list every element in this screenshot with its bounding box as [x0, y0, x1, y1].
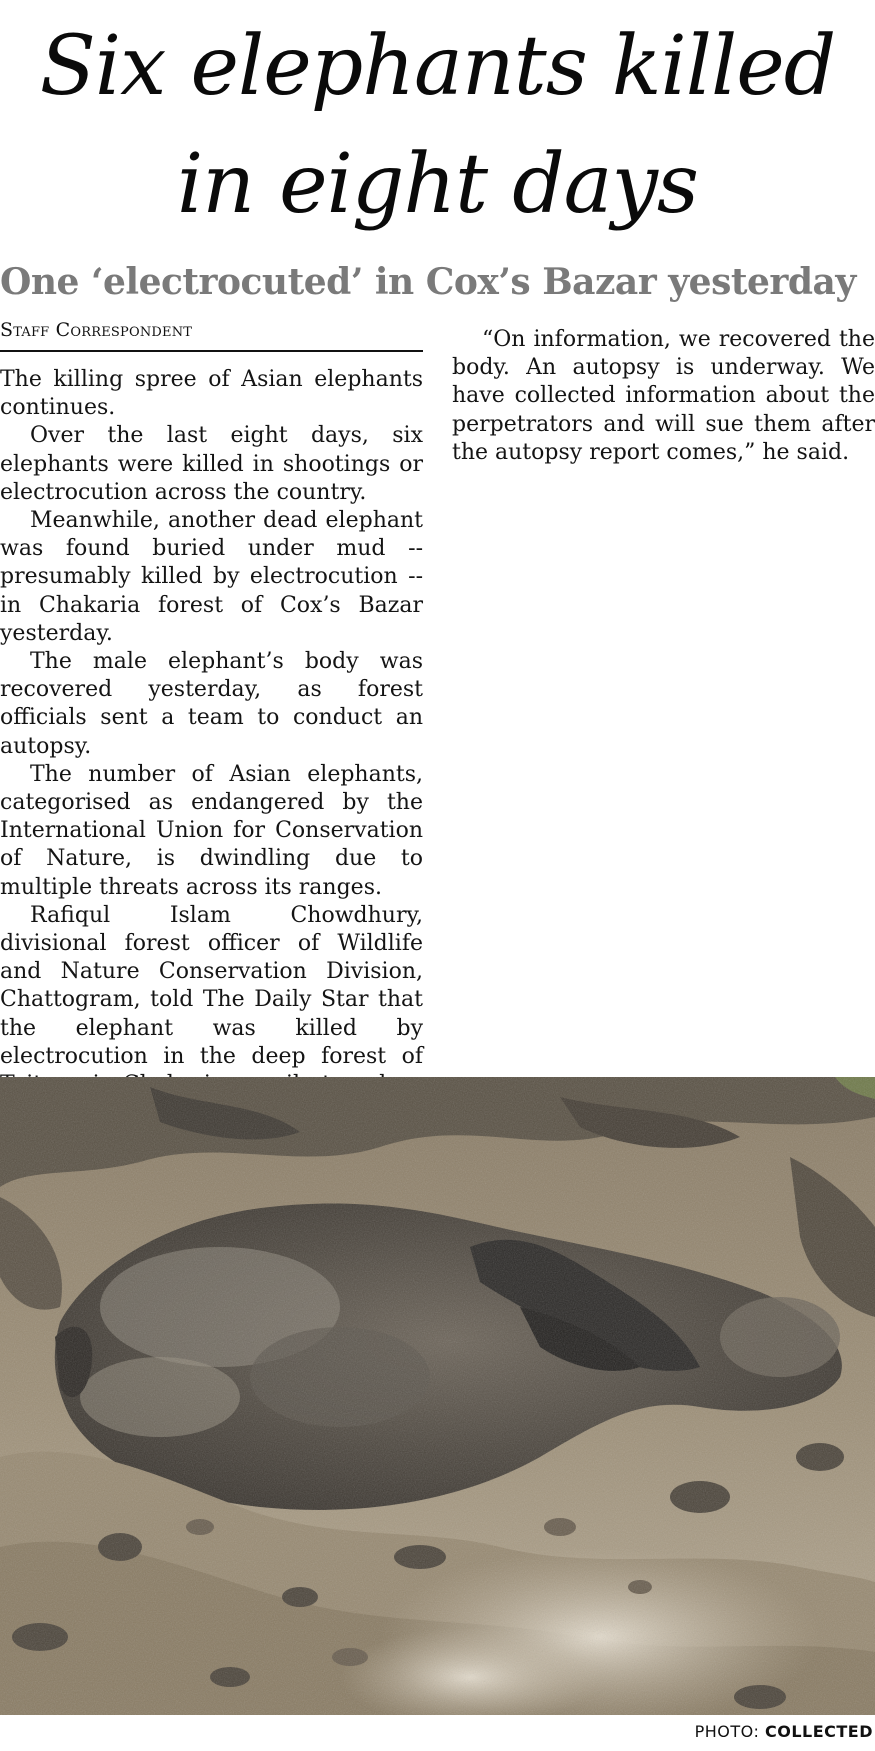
article-paragraph: The male elephant’s body was recovered yesterday, as forest officials sent a team to conduct an autopsy.: [0, 649, 423, 759]
article-column-right: [452, 326, 875, 467]
headline-line-1: Six elephants killed: [39, 19, 836, 114]
article-paragraph: Meanwhile, another dead elephant was found buried under mud -- presumably killed by electrocution -- in Chakaria forest of Cox’s Bazar yesterday.: [0, 508, 423, 646]
article-paragraph: Rafiqul Islam Chowdhury, divisional forest officer of Wildlife and Nature Conservation Division, Chattogram, told The Daily Star that the elephant was killed by electrocution in the deep forest of: [0, 902, 423, 1069]
article-column-left: [0, 366, 423, 1127]
headline-line-2: in eight days: [177, 137, 698, 232]
article-paragraph: The killing spree of Asian elephants continues.: [0, 367, 423, 421]
article-paragraph: Over the last eight days, six elephants were killed in shootings or electrocution across the country.: [0, 423, 423, 505]
subheadline: One ‘electrocuted’ in Cox’s Bazar yesterday: [0, 261, 856, 303]
photo-credit-source: COLLECTED: [764, 1722, 873, 1741]
headline: [0, 8, 875, 244]
photo-illustration: [0, 1077, 875, 1715]
photo-credit-label: PHOTO:: [694, 1722, 760, 1741]
article-paragraph: “On information, we recovered the body. An autopsy is underway. We have collected information about the perpetrators and will sue them after the autopsy report comes,” he said.: [452, 327, 875, 465]
article-paragraph: The number of Asian elephants, categorised as endangered by the International Union for Conservation of Nature, is dwindling due to multiple threats across its ranges.: [0, 761, 423, 900]
byline: Staff Correspondent: [0, 318, 423, 352]
photo-dead-elephant-in-mud: [0, 1077, 875, 1715]
photo-credit: [695, 1722, 873, 1742]
